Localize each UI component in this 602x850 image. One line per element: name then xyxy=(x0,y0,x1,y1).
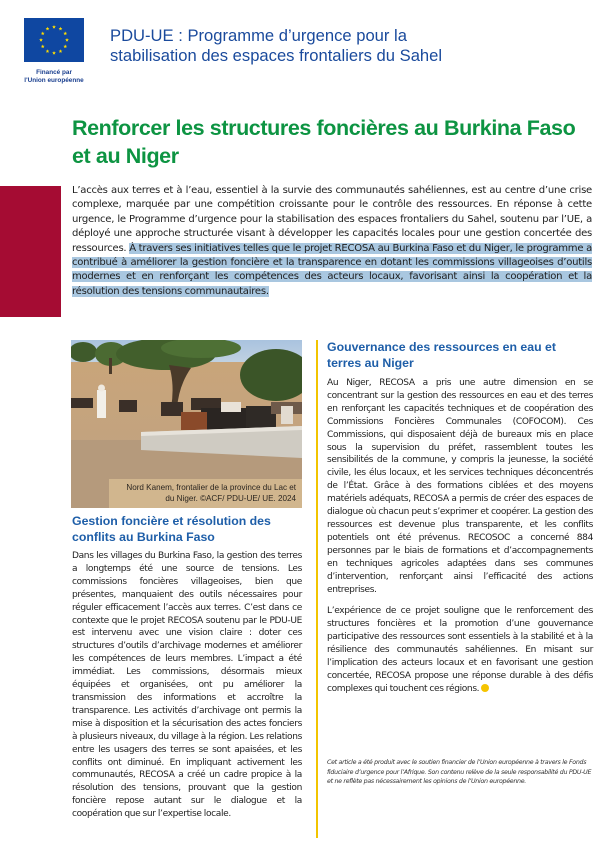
eu-star-icon xyxy=(63,32,67,36)
section-body-burkina: Dans les villages du Burkina Faso, la gestion des terres a longtemps été une source de tensions. Les commissions foncières villageoises, bien que présentes, manquaient des outils nécessaires pour réguler efficacement l’accès aux terres. C’est dans ce contexte que le projet RECOSA soutenu par le PDU-UE est intervenu avec une vision claire : doter ces structures d’outils d’archivage modernes et améliorer les compétences de leurs membres. L’impact a été immédiat. Les commissions, désormais mieux équipées et organisées, ont pu améliorer la transmission des informations et accroître la transparence. Les activités d’archivage ont permis la mise à disposition et la sécurisation des actes fonciers à plusieurs niveaux, du village à la région. Les relations entre les usagers des terres se sont apaisées, et les conflits ont diminué. En impliquant activement les communautés, RECOSA a créé un cadre propice à la résolution des tensions, prouvant que la gestion foncière repose autant sur le dialogue et la coopération que sur l’expertise locale. xyxy=(72,551,302,820)
funded-by-label xyxy=(18,69,90,85)
article-title: Renforcer les structures foncières au Burkina Faso et au Niger xyxy=(72,116,576,168)
funding-disclaimer: Cet article a été produit avec le soutien financier de l’Union européenne à travers le Fonds fiduciaire d’urgence pour l’Afrique. Son contenu relève de la seule responsabilité du PDU-UE et ne reflète pas nécessairement les opinions de l’Union européenne. xyxy=(327,759,592,785)
eu-star-icon xyxy=(65,38,69,42)
eu-star-icon xyxy=(39,38,43,42)
eu-star-icon xyxy=(52,25,56,29)
eu-star-icon xyxy=(59,49,63,53)
funded-line-1: Financé par xyxy=(36,69,72,76)
caption-line-2: du Niger. ©ACF/ PDU-UE/ UE. 2024 xyxy=(165,494,296,503)
eu-star-icon xyxy=(46,27,50,31)
intro-highlighted-text: À travers ses initiatives telles que le projet RECOSA au Burkina Faso et du Niger, le programme a contribué à améliorer la gestion foncière et la transparence en dotant les commissions villageoises d’outils modernes et en renforçant les compétences des acteurs locaux, favorisant ainsi la coopération et la résolution des tensions communautaires. xyxy=(72,242,592,297)
intro-text: L’accès aux terres et à l’eau, essentiel à la survie des communautés sahéliennes, est au centre d’une crise complexe, marquée par une compétition croissante pour le contrôle des ressources. En réponse à cette urgence, le Programme d’urgence pour la stabilisation des espaces frontaliers du Sahel, soutenu par l’UE, a déployé une approche structurée visant à développer les capacités locales pour une gestion concertée des ressources. xyxy=(72,185,592,254)
eu-funding-logo xyxy=(18,18,90,85)
eu-star-icon xyxy=(46,49,50,53)
niger-paragraph-1: Au Niger, RECOSA a pris une autre dimension en se concentrant sur la gestion des ressources en eau et des terres en renforçant les capacités techniques et de coopération des Commissions Foncières Communales (COFOCOM). Ces Commissions, qui disposaient déjà de bureaux mis en place sous la supervision du préfet, rassemblent toutes les sensibilités de la commune, y compris la jeunesse, la société civile, les élus locaux, et les services techniques déconcentrés de l’État. Grâce à des formations ciblées et des moyens matériels adéquats, RECOSA a permis de créer des espaces de dialogue où chacun peut s’exprimer et coopérer. La gestion des ressources est devenue plus transparente, et les conflits potentiels ont été prévenus. RECOSOC a concerné 884 personnes par le biais de formations et d’accompagnements en techniques agricoles adaptées dans ses communes d’intervention, renforçant ainsi l’efficacité des actions entreprises. xyxy=(327,378,593,595)
eu-star-icon xyxy=(41,45,45,49)
intro-paragraph xyxy=(72,184,592,299)
program-title-line-2: stabilisation des espaces frontaliers du Sahel xyxy=(110,46,443,65)
end-mark-dot-icon xyxy=(481,684,489,692)
eu-flag-icon xyxy=(24,18,84,62)
section-heading-niger: Gouvernance des ressources en eau et terres au Niger xyxy=(327,340,556,370)
eu-star-icon xyxy=(63,45,67,49)
accent-red-band xyxy=(0,186,61,317)
funded-line-2: l'Union européenne xyxy=(24,77,84,84)
caption-line-1: Nord Kanem, frontalier de la province du Lac et xyxy=(126,483,296,492)
photo-livestock-watering xyxy=(71,340,302,508)
photo-caption xyxy=(109,479,302,508)
program-title-line-1: PDU-UE : Programme d’urgence pour la xyxy=(110,26,407,45)
eu-star-icon xyxy=(59,27,63,31)
section-body-niger xyxy=(327,377,593,696)
section-heading-burkina: Gestion foncière et résolution des conflits au Burkina Faso xyxy=(72,514,271,544)
program-title xyxy=(110,26,530,66)
eu-star-icon xyxy=(41,32,45,36)
eu-stars-circle xyxy=(24,18,84,62)
eu-star-icon xyxy=(52,51,56,55)
niger-paragraph-2-text: L’expérience de ce projet souligne que le renforcement des structures foncières et la promotion d’une gouvernance participative des ressources sont essentiels à la stabilité et à la résilience des communautés sahéliennes. En misant sur l’implication des acteurs locaux et en favorisant une gestion concertée, RECOSA propose une réponse durable à des défis complexes qui touchent ces régions. xyxy=(327,606,593,694)
niger-paragraph-2 xyxy=(327,605,593,695)
yellow-column-rule xyxy=(316,340,318,838)
